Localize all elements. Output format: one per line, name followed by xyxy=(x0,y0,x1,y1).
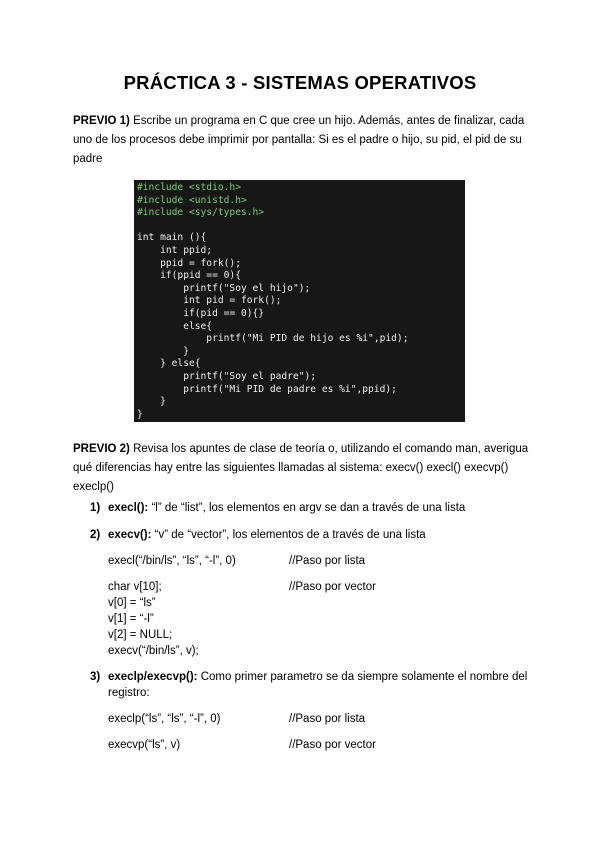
previo1-paragraph xyxy=(73,112,533,169)
code-line: } xyxy=(137,396,166,408)
execvp-comment: //Paso por vector xyxy=(289,739,376,751)
list-item-label: execlp/execvp(): xyxy=(108,671,198,683)
code-line: int main (){ xyxy=(137,232,207,244)
list-item-label: execv(): xyxy=(108,529,152,541)
code-line: int pid = fork(); xyxy=(137,295,282,307)
code-line: printf("Mi PID de padre es %i",ppid); xyxy=(137,383,397,395)
list-item-number: 1) xyxy=(90,502,101,514)
vector-line: v[0] = “ls” xyxy=(108,597,156,609)
execlp-example: execlp(“ls”, “ls”, “-l”, 0) xyxy=(108,713,221,725)
code-line: printf("Soy el hijo"); xyxy=(137,282,311,294)
list-item-text: “v” de “vector”, los elementos de a través de una lista xyxy=(151,529,426,541)
execl-example: execl(“/bin/ls”, “ls”, “-l”, 0) xyxy=(108,555,236,567)
vector-line: char v[10]; xyxy=(108,581,162,593)
previo2-paragraph xyxy=(73,440,533,497)
list-item-text: Como primer parametro se da siempre solamente el nombre del registro: xyxy=(108,671,528,699)
execl-comment: //Paso por lista xyxy=(289,555,366,567)
code-line: } else{ xyxy=(137,358,201,370)
list-item-number: 2) xyxy=(90,529,101,541)
code-line: printf("Soy el padre"); xyxy=(137,370,317,382)
execlp-comment: //Paso por lista xyxy=(289,713,366,725)
code-line: #include <unistd.h> xyxy=(137,194,247,206)
list-item-label: execl(): xyxy=(108,502,149,514)
code-line: if(pid == 0){} xyxy=(137,307,265,319)
code-line: } xyxy=(137,408,143,420)
code-line: ppid = fork(); xyxy=(137,257,241,269)
previo2-label: PREVIO 2) xyxy=(73,443,130,455)
code-line: printf("Mi PID de hijo es %i",pid); xyxy=(137,333,409,345)
list-item-text: “l” de “list”, los elementos en argv se dan a través de una lista xyxy=(148,502,466,514)
vector-line: v[1] = “-l” xyxy=(108,613,154,625)
vector-line: v[2] = NULL; xyxy=(108,629,173,641)
previo1-text: Escribe un programa en C que cree un hijo. Además, antes de finalizar, cada uno de los procesos debe imprimir por pantalla: Si es el padre o hijo, su pid, el pid de su padre xyxy=(73,115,525,165)
previo1-label: PREVIO 1) xyxy=(73,115,130,127)
code-line: } xyxy=(137,345,189,357)
execvp-example: execvp(“ls”, v) xyxy=(108,739,181,751)
code-line: if(ppid == 0){ xyxy=(137,270,241,282)
vector-line: execv(“/bin/ls”, v); xyxy=(108,645,199,657)
vector-comment: //Paso por vector xyxy=(289,581,376,593)
code-line: int ppid; xyxy=(137,244,213,256)
code-block xyxy=(134,180,465,421)
code-line: #include <sys/types.h> xyxy=(137,207,265,219)
previo2-text: Revisa los apuntes de clase de teoría o, utilizando el comando man, averigua qué diferencias hay entre las siguientes llamadas al sistema: execv() execl() execvp() execlp() xyxy=(73,443,529,493)
code-screenshot xyxy=(134,180,465,422)
code-line: else{ xyxy=(137,320,213,332)
page-title: PRÁCTICA 3 - SISTEMAS OPERATIVOS xyxy=(123,72,477,93)
code-line: #include <stdio.h> xyxy=(137,182,241,193)
list-item-number: 3) xyxy=(90,671,101,683)
